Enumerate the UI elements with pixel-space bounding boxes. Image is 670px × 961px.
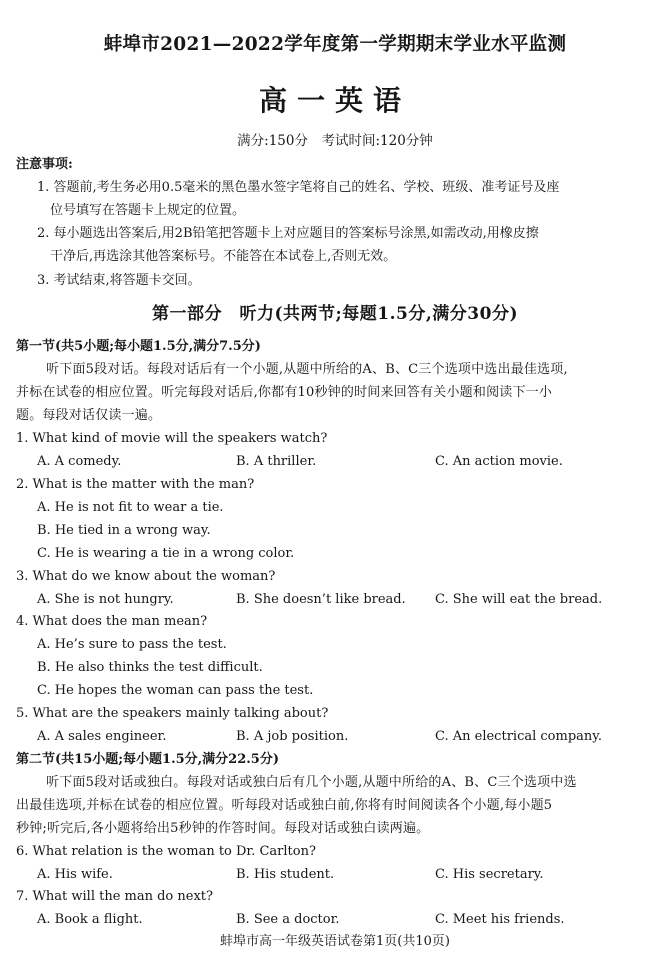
- question-stem: 1. What kind of movie will the speakers watch?: [16, 431, 328, 446]
- question-stem: 5. What are the speakers mainly talking about?: [16, 706, 329, 721]
- option-b: B. See a doctor.: [236, 912, 340, 927]
- exam-meta: 满分:150分 考试时间:120分钟: [237, 133, 433, 149]
- section-heading: 第二节(共15小题;每小题1.5分,满分22.5分): [16, 752, 279, 767]
- option-c: C. His secretary.: [435, 867, 544, 882]
- section-heading: 第一节(共5小题;每小题1.5分,满分7.5分): [16, 339, 261, 354]
- notice-line: 3. 考试结束,将答题卡交回。: [37, 273, 201, 288]
- option-b: B. A thriller.: [236, 454, 317, 469]
- option-c: C. An action movie.: [435, 454, 563, 469]
- instruction-line: 题。每段对话仅读一遍。: [16, 408, 162, 423]
- part-heading: 第一部分 听力(共两节;每题1.5分,满分30分): [151, 304, 518, 324]
- notice-line: 位号填写在答题卡上规定的位置。: [50, 203, 246, 218]
- option-c: C. He hopes the woman can pass the test.: [37, 683, 314, 698]
- question-stem: 3. What do we know about the woman?: [16, 569, 276, 584]
- option-c: C. He is wearing a tie in a wrong color.: [37, 546, 295, 561]
- option-c: C. An electrical company.: [435, 729, 603, 744]
- subject-title: 高一英语: [258, 84, 411, 117]
- option-b: B. A job position.: [236, 729, 349, 744]
- instruction-line: 秒钟;听完后,各小题将给出5秒钟的作答时间。每段对话或独白读两遍。: [16, 821, 430, 836]
- option-a: A. A comedy.: [37, 454, 122, 469]
- option-a: A. Book a flight.: [37, 912, 143, 927]
- instruction-line: 出最佳选项,并标在试卷的相应位置。听每段对话或独白前,你将有时间阅读各个小题,每小题5: [16, 798, 553, 813]
- page-footer: 蚌埠市高一年级英语试卷第1页(共10页): [220, 934, 450, 949]
- option-a: A. He’s sure to pass the test.: [37, 637, 227, 652]
- option-a: A. A sales engineer.: [37, 729, 167, 744]
- question-stem: 4. What does the man mean?: [16, 614, 208, 629]
- option-c: C. Meet his friends.: [435, 912, 565, 927]
- question-stem: 6. What relation is the woman to Dr. Carlton?: [16, 844, 316, 859]
- notice-line: 干净后,再选涂其他答案标号。不能答在本试卷上,否则无效。: [50, 249, 397, 264]
- question-stem: 2. What is the matter with the man?: [16, 477, 255, 492]
- notice-heading: 注意事项:: [16, 157, 73, 172]
- notice-line: 1. 答题前,考生务必用0.5毫米的黑色墨水签字笔将自己的姓名、学校、班级、准考证号及座: [37, 180, 560, 195]
- question-stem: 7. What will the man do next?: [16, 889, 213, 904]
- option-b: B. She doesn’t like bread.: [236, 592, 406, 607]
- instruction-line: 听下面5段对话或独白。每段对话或独白后有几个小题,从题中所给的A、B、C三个选项中选: [46, 775, 577, 790]
- exam-title: 蚌埠市2021—2022学年度第一学期期末学业水平监测: [103, 34, 567, 55]
- option-a: A. She is not hungry.: [37, 592, 174, 607]
- option-b: B. His student.: [236, 867, 335, 882]
- option-c: C. She will eat the bread.: [435, 592, 603, 607]
- option-b: B. He tied in a wrong way.: [37, 523, 211, 538]
- option-a: A. He is not fit to wear a tie.: [37, 500, 224, 515]
- option-b: B. He also thinks the test difficult.: [37, 660, 263, 675]
- instruction-line: 听下面5段对话。每段对话后有一个小题,从题中所给的A、B、C三个选项中选出最佳选项,: [46, 362, 568, 377]
- instruction-line: 并标在试卷的相应位置。听完每段对话后,你都有10秒钟的时间来回答有关小题和阅读下一小: [16, 385, 553, 400]
- notice-line: 2. 每小题选出答案后,用2B铅笔把答题卡上对应题目的答案标号涂黑,如需改动,用橡皮擦: [37, 226, 539, 241]
- option-a: A. His wife.: [37, 867, 113, 882]
